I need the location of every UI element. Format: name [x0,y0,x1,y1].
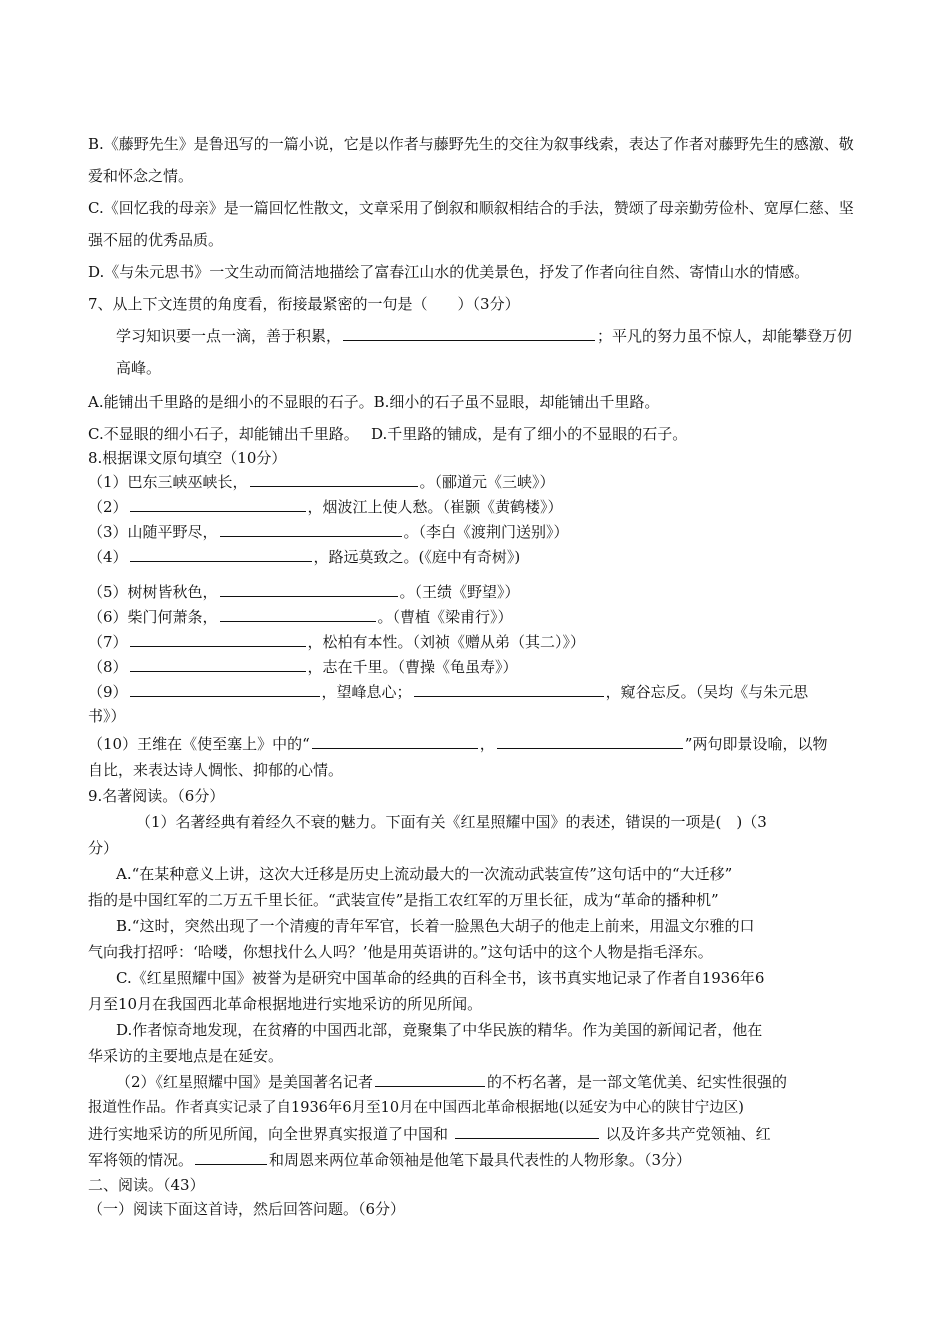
q6-option-c: C.《回忆我的母亲》是一篇回忆性散文，文章采用了倒叙和顺叙相结合的手法，赞颂了母亲勤劳俭朴、宽厚仁慈、坚强不屈的优秀品质。 [88,199,854,249]
q8-10-pre: （10）王维在《使至塞上》中的“ [88,735,310,753]
q8-4-blank[interactable] [130,547,312,562]
q9-option-a-2: 指的是中国红军的二万五千里长征。“武装宣传”是指工农红军的万里长征，成为“革命的播种机” [88,891,719,909]
q8-2-blank[interactable] [130,497,306,512]
q8-item-5 [88,580,860,605]
q9-part2-line2: 报道性作品。作者真实记录了自1936年6月至10月在中国西北革命根据地(以延安为中心的陕甘宁边区) [88,1100,744,1116]
q8-9-blank-1[interactable] [130,682,320,697]
q8-4-post: ，路远莫致之。(《庭中有奇树》) [313,548,521,566]
q8-4-pre: （4） [88,548,128,566]
q8-6-post: 。（曹植《梁甫行》） [377,608,513,626]
q6-option-b: B.《藤野先生》是鲁迅写的一篇小说，它是以作者与藤野先生的交往为叙事线索，表达了作者对藤野先生的感激、敬爱和怀念之情。 [88,135,854,185]
q8-9-pre: （9） [88,683,128,701]
q8-2-post: ，烟波江上使人愁。（崔颢《黄鹤楼》） [307,498,563,516]
q7-passage [88,320,860,384]
q8-1-post: 。（郦道元《三峡》） [419,473,555,491]
q8-1-blank[interactable] [250,472,418,487]
q8-8-post: ，志在千里。（曹操《龟虽寿》） [307,658,518,676]
q8-3-pre: （3）山随平野尽， [88,523,218,541]
q9-2-line4-post: 和周恩来两位革命领袖是他笔下最具代表性的人物形象。（3分） [269,1151,692,1169]
q8-8-pre: （8） [88,658,128,676]
q8-stem: 8.根据课文原句填空（10分） [88,449,287,467]
q8-6-pre: （6）柴门何萧条， [88,608,218,626]
q9-part1-stem-cont: 分） [88,839,119,857]
q8-item-1 [88,470,860,495]
q9-option-c-2: 月至10月在我国西北革命根据地进行实地采访的所见所闻。 [88,995,483,1013]
q8-item-10-cont: 自比，来表达诗人惆怅、抑郁的心情。 [88,761,344,779]
q8-3-blank[interactable] [220,522,402,537]
q8-item-8 [88,655,860,680]
q9-2-line3-pre: 进行实地采访的所见所闻，向全世界真实报道了中国和 [88,1125,449,1143]
q8-item-6 [88,605,860,630]
q9-part1-stem: （1）名著经典有着经久不衰的魅力。下面有关《红星照耀中国》的表述，错误的一项是( )（3 [136,813,767,831]
q9-option-b-1: B.“这时，突然出现了一个清瘦的青年军官，长着一脸黑色大胡子的他走上前来，用温文尔雅的口 [116,917,755,935]
q7-stem: 7、从上下文连贯的角度看，衔接最紧密的一句是（ ）（3分） [88,295,520,313]
q8-5-blank[interactable] [220,582,398,597]
q8-item-9-cont: 书》） [88,707,126,725]
q6-option-d: D.《与朱元思书》一文生动而简洁地描绘了富春江山水的优美景色，抒发了作者向往自然、寄情山水的情感。 [88,263,810,281]
q8-item-10 [88,731,860,757]
q9-option-a-1: A.“在某种意义上讲，这次大迁移是历史上流动最大的一次流动武装宣传”这句话中的“大迁移” [116,865,733,883]
q9-2-region-blank[interactable] [455,1124,599,1139]
q9-option-d-1: D.作者惊奇地发现，在贫瘠的中国西北部，竟聚集了中华民族的精华。作为美国的新闻记者，他在 [116,1021,763,1039]
q9-2-line4-pre: 军将领的情况。 [88,1151,194,1169]
q7-options-ab: A.能铺出千里路的是细小的不显眼的石子。B.细小的石子虽不显眼，却能铺出千里路。 [88,393,660,411]
q9-2-pre: （2）《红星照耀中国》是美国著名记者 [116,1073,374,1091]
q8-item-7 [88,630,860,655]
section-2-subtitle: （一）阅读下面这首诗，然后回答问题。（6分） [88,1200,406,1218]
q8-9-post: ，窥谷忘反。（吴均《与朱元思 [605,683,809,701]
q8-10-post: ”两句即景设喻，以物 [684,735,828,753]
q8-7-blank[interactable] [130,632,306,647]
q8-9-blank-2[interactable] [414,682,604,697]
q9-stem: 9.名著阅读。（6分） [88,787,225,805]
exam-page [88,128,860,1221]
q8-1-pre: （1）巴东三峡巫峡长， [88,473,248,491]
q8-9-mid: ，望峰息心； [321,683,412,701]
q9-2-line3-post: 以及许多共产党领袖、红 [605,1125,771,1143]
q8-5-pre: （5）树树皆秋色， [88,583,218,601]
q8-item-3 [88,520,860,545]
q9-2-leader-blank[interactable] [195,1150,267,1165]
q8-item-9 [88,680,860,705]
q8-8-blank[interactable] [130,657,306,672]
q8-10-comma: ， [479,735,495,753]
q9-option-d-2: 华采访的主要地点是在延安。 [88,1047,284,1065]
q8-10-blank-2[interactable] [497,734,683,749]
q8-3-post: 。（李白《渡荆门送别》） [403,523,569,541]
q8-item-4 [88,545,860,570]
q7-answer-blank[interactable] [343,326,595,341]
q9-2-post: 的不朽名著，是一部文笔优美、纪实性很强的 [487,1073,788,1091]
q9-part2-line3 [88,1121,860,1147]
q8-10-blank-1[interactable] [312,734,478,749]
q7-passage-pre: 学习知识要一点一滴，善于积累， [116,327,342,345]
q8-7-pre: （7） [88,633,128,651]
q9-option-b-2: 气向我打招呼：‘哈喽，你想找什么人吗？’他是用英语讲的。”这句话中的这个人物是指毛泽东。 [88,943,713,961]
section-2-title: 二、阅读。（43） [88,1176,205,1194]
q9-2-reporter-blank[interactable] [375,1072,485,1087]
q8-2-pre: （2） [88,498,128,516]
q7-passage-post: ；平凡的努力虽不惊人，却能攀登万仞高峰。 [116,327,853,377]
q9-part2-line1 [88,1069,860,1095]
q7-options-cd: C.不显眼的细小石子，却能铺出千里路。 D.千里路的铺成，是有了细小的不显眼的石子。 [88,425,688,443]
q8-7-post: ，松柏有本性。（刘祯《赠从弟（其二）》） [307,633,586,651]
q8-item-2 [88,495,860,520]
q8-6-blank[interactable] [220,607,376,622]
q8-5-post: 。（王绩《野望》） [399,583,520,601]
q9-part2-line4 [88,1147,860,1173]
q9-option-c-1: C.《红星照耀中国》被誉为是研究中国革命的经典的百科全书，该书真实地记录了作者自1936年6 [116,969,765,987]
